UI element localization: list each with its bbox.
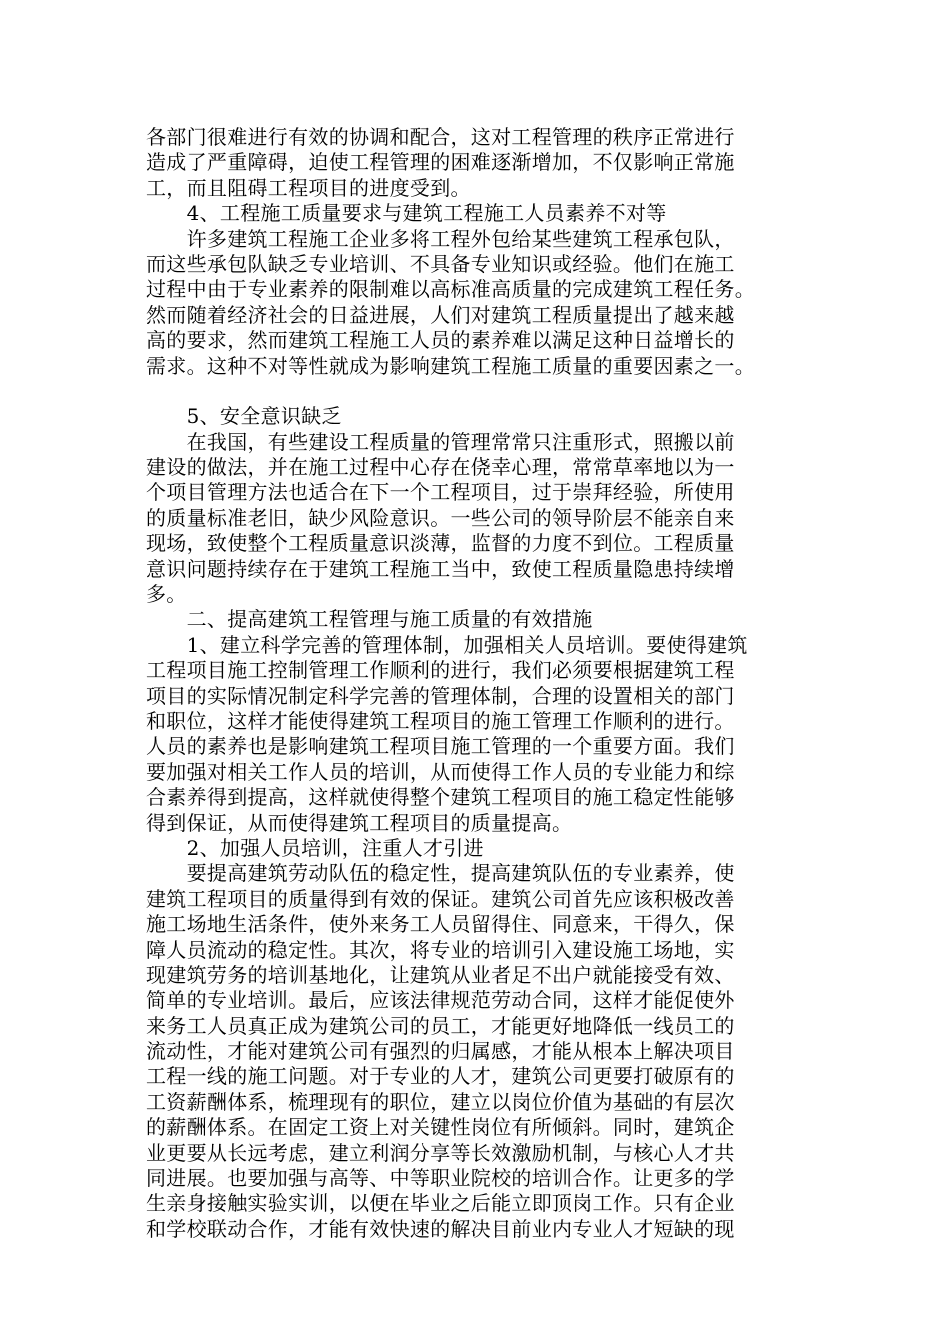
text-line: 各部门很难进行有效的协调和配合，这对工程管理的秩序正常进行 [146, 125, 735, 149]
text-line: 项目的实际情况制定科学完善的管理体制，合理的设置相关的部门 [146, 683, 735, 708]
text-line: 人员的素养也是影响建筑工程项目施工管理的一个重要方面。我们 [146, 734, 735, 759]
text-line: 过程中由于专业素养的限制难以高标准高质量的完成建筑工程任务。 [146, 277, 755, 302]
text-line: 的薪酬体系。在固定工资上对关键性岗位有所倾斜。同时，建筑企 [146, 1115, 735, 1140]
text-line: 建设的做法，并在施工过程中心存在侥幸心理，常常草率地以为一 [146, 455, 735, 480]
text-line: 工程一线的施工问题。对于专业的人才，建筑公司更要打破原有的 [146, 1064, 735, 1089]
text-line: 现建筑劳务的培训基地化，让建筑从业者足不出户就能接受有效、 [146, 962, 735, 987]
text-line: 1、建立科学完善的管理体制，加强相关人员培训。要使得建筑 [146, 632, 748, 657]
document-body [146, 125, 806, 1242]
text-line: 意识问题持续存在于建筑工程施工当中，致使工程质量隐患持续增 [146, 556, 735, 581]
text-line: 障人员流动的稳定性。其次，将专业的培训引入建设施工场地，实 [146, 937, 735, 962]
text-line: 然而随着经济社会的日益进展，人们对建筑工程质量提出了越来越 [146, 302, 735, 327]
text-line: 2、加强人员培训，注重人才引进 [146, 835, 484, 860]
text-line: 生亲身接触实验实训，以便在毕业之后能立即顶岗工作。只有企业 [146, 1191, 735, 1216]
text-line: 要提高建筑劳动队伍的稳定性，提高建筑队伍的专业素养，使 [146, 861, 735, 886]
text-line: 建筑工程项目的质量得到有效的保证。建筑公司首先应该积极改善 [146, 886, 735, 911]
text-line: 工资薪酬体系，梳理现有的职位，建立以岗位价值为基础的有层次 [146, 1089, 735, 1114]
text-line: 简单的专业培训。最后，应该法律规范劳动合同，这样才能促使外 [146, 988, 735, 1013]
text-line: 和职位，这样才能使得建筑工程项目的施工管理工作顺利的进行。 [146, 708, 735, 733]
text-line: 的质量标准老旧，缺少风险意识。一些公司的领导阶层不能亲自来 [146, 505, 735, 530]
text-line: 工程项目施工控制管理工作顺利的进行，我们必须要根据建筑工程 [146, 658, 735, 683]
blank-line [146, 379, 806, 404]
text-line: 和学校联动合作，才能有效快速的解决目前业内专业人才短缺的现 [146, 1216, 735, 1241]
text-line: 要加强对相关工作人员的培训，从而使得工作人员的专业能力和综 [146, 759, 735, 784]
text-line: 业更要从长远考虑，建立利润分享等长效激励机制，与核心人才共 [146, 1140, 735, 1165]
text-line: 4、工程施工质量要求与建筑工程施工人员素养不对等 [146, 201, 667, 226]
text-line: 而这些承包队缺乏专业培训、不具备专业知识或经验。他们在施工 [146, 251, 735, 276]
text-line: 现场，致使整个工程质量意识淡薄，监督的力度不到位。工程质量 [146, 531, 735, 556]
text-line: 得到保证，从而使得建筑工程项目的质量提高。 [146, 810, 573, 835]
text-line: 造成了严重障碍，迫使工程管理的困难逐渐增加，不仅影响正常施 [146, 150, 735, 175]
text-line: 个项目管理方法也适合在下一个工程项目，过于崇拜经验，所使用 [146, 480, 735, 505]
text-line: 在我国，有些建设工程质量的管理常常只注重形式，照搬以前 [146, 429, 735, 454]
text-line: 许多建筑工程施工企业多将工程外包给某些建筑工程承包队， [146, 226, 735, 251]
text-line: 合素养得到提高，这样就使得整个建筑工程项目的施工稳定性能够 [146, 785, 735, 810]
text-line: 高的要求，然而建筑工程施工人员的素养难以满足这种日益增长的 [146, 328, 735, 353]
text-line: 流动性，才能对建筑公司有强烈的归属感，才能从根本上解决项目 [146, 1039, 735, 1064]
text-line: 来务工人员真正成为建筑公司的员工，才能更好地降低一线员工的 [146, 1013, 735, 1038]
text-line: 施工场地生活条件，使外来务工人员留得住、同意来，干得久，保 [146, 912, 735, 937]
text-line: 工，而且阻碍工程项目的进度受到。 [146, 175, 471, 200]
text-line: 同进展。也要加强与高等、中等职业院校的培训合作。让更多的学 [146, 1166, 735, 1191]
text-line: 需求。这种不对等性就成为影响建筑工程施工质量的重要因素之一。 [146, 353, 755, 378]
text-line: 二、提高建筑工程管理与施工质量的有效措施 [146, 607, 593, 632]
text-line: 5、安全意识缺乏 [146, 404, 342, 429]
text-line: 多。 [146, 582, 187, 607]
